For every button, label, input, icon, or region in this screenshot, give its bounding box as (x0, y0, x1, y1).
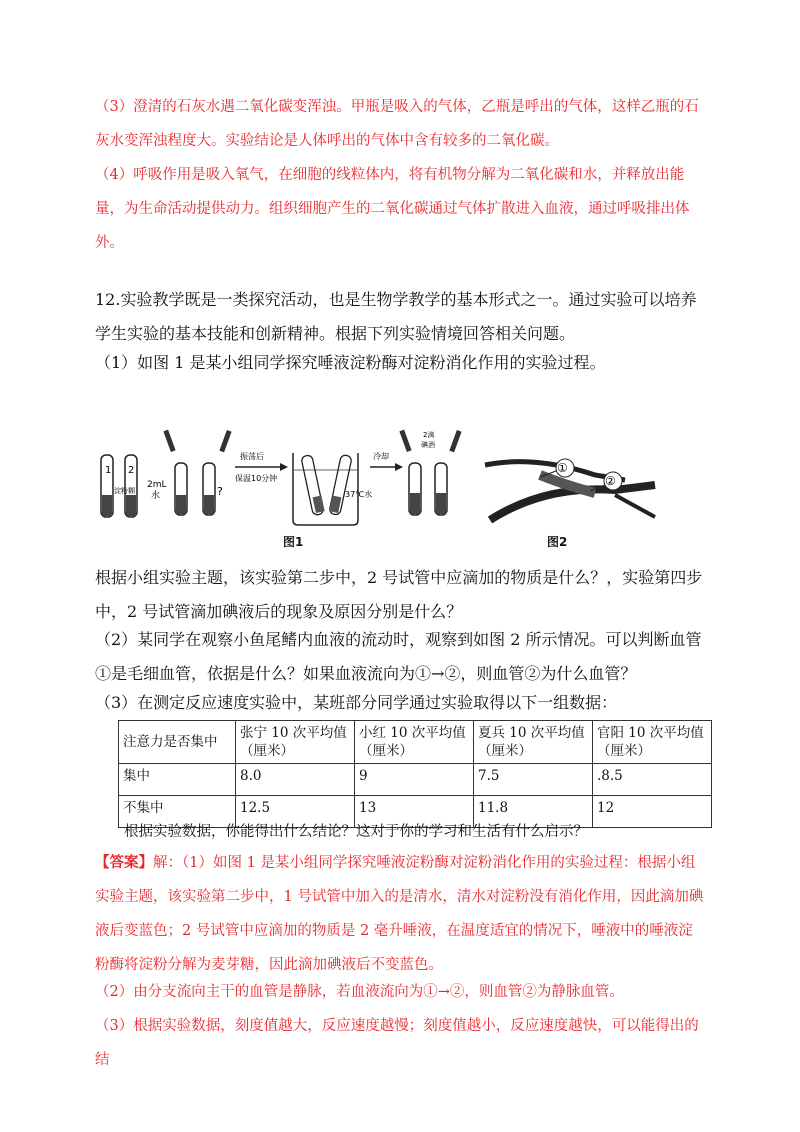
question-part2 (95, 623, 705, 691)
table-cell: 不集中 (119, 796, 236, 828)
tube-2-label: 2 (128, 465, 135, 476)
table-header-cell: 注意力是否集中 (119, 721, 236, 764)
arrow-cool (370, 463, 403, 471)
question-part1 (95, 346, 705, 380)
dropper-1 (163, 430, 187, 515)
table-header-cell: 官阳 10 次平均值（厘米） (593, 721, 712, 764)
experiment-figure (95, 425, 705, 535)
fig2-caption: 图2 (547, 535, 568, 549)
question-part3-text: （3）在测定反应速度实验中，某班部分同学通过实验取得以下一组数据： (95, 693, 618, 712)
table-cell: 12.5 (236, 796, 355, 828)
after-table-text: 根据实验数据，你能得出什么结论？这对于你的学习和生活有什么启示？ (124, 824, 588, 840)
table-cell: 12 (593, 796, 712, 828)
incubate-label: 保温10分钟 (235, 474, 278, 483)
table-cell: 13 (355, 796, 474, 828)
reaction-table (118, 720, 712, 828)
fig1-caption: 图1 (283, 535, 304, 549)
ml-label: 2mL (147, 480, 167, 490)
table-cell: 8.0 (236, 764, 355, 796)
table-header-cell: 张宁 10 次平均值（厘米） (236, 721, 355, 764)
answer-p1 (95, 846, 705, 982)
vessel-1-label: ① (557, 461, 568, 475)
shake-label: 振荡后 (240, 452, 264, 461)
after-table (124, 822, 588, 842)
prev-answer-4 (95, 158, 705, 260)
answer-section (95, 846, 705, 982)
table-cell: 集中 (119, 764, 236, 796)
question-intro (95, 283, 705, 351)
table-header-row (119, 721, 712, 764)
vessel-2-label: ② (605, 474, 616, 488)
table-header-cell: 小红 10 次平均值（厘米） (355, 721, 474, 764)
question-part1-q (95, 561, 705, 629)
bath-label: 37℃水 (345, 490, 373, 499)
answer-p3-text: （3）根据实验数据，刻度值越大，反应速度越慢；刻度值越小，反应速度越快，可以能得出的结 (95, 1018, 699, 1068)
figure-area (95, 425, 705, 545)
question-mark: ? (217, 485, 223, 498)
question-part3 (95, 686, 705, 720)
arrow-shake (235, 463, 288, 471)
table-cell: 7.5 (474, 764, 593, 796)
tube-1-label: 1 (105, 465, 112, 476)
cool-label: 冷却 (373, 452, 389, 461)
dropper-2 (203, 430, 232, 515)
table-cell: 11.8 (474, 796, 593, 828)
question-part1-q-text: 根据小组实验主题，该实验第二步中，2 号试管中应滴加的物质是什么？，实验第四步中，2 号试管滴加碘液后的现象及原因分别是什么？ (95, 568, 703, 621)
water-label: 水 (151, 491, 161, 501)
question-part2-text: （2）某同学在观察小鱼尾鳍内血液的流动时，观察到如图 2 所示情况。可以判断血管①是毛细血管，依据是什么？如果血液流向为①→②，则血管②为什么血管？ (95, 630, 702, 683)
reaction-table-wrap (118, 720, 712, 828)
table-cell: 9 (355, 764, 474, 796)
iodine-tube-2 (435, 430, 462, 515)
iodine-label: 碘酒 (421, 441, 435, 449)
iodine-tube-1 (399, 430, 421, 515)
answer-part3 (95, 1009, 705, 1077)
table-row (119, 764, 712, 796)
table-cell: .8.5 (593, 764, 712, 796)
answer-tag: 【答案】 (95, 854, 153, 871)
answer-p1-text: 解：（1）如图 1 是某小组同学探究唾液淀粉酶对淀粉消化作用的实验过程：根据小组实验主题，该实验第二步中，1 号试管中加入的是清水，清水对淀粉没有消化作用，因此滴加碘液后变蓝色；2 号试管中应滴加的物质是 2 毫升唾液，在温度适宜的情况下，唾液中的唾液淀粉酶将淀粉分解为麦芽糖，因此滴加碘液后不变蓝色。 (95, 855, 704, 973)
prev-answer-3-text: （3）澄清的石灰水遇二氧化碳变浑浊。甲瓶是吸入的气体，乙瓶是呼出的气体，这样乙瓶的石灰水变浑浊程度大。实验结论是人体呼出的气体中含有较多的二氧化碳。 (95, 99, 699, 149)
water-bath-beaker (293, 453, 358, 525)
table-header-cell: 夏兵 10 次平均值（厘米） (474, 721, 593, 764)
answer-part2 (95, 975, 705, 1009)
starch-label: 淀粉糊 (114, 487, 135, 495)
question-intro-text: 12.实验教学既是一类探究活动，也是生物学教学的基本形式之一。通过实验可以培养学生实验的基本技能和创新精神。根据下列实验情境回答相关问题。 (95, 290, 697, 343)
prev-answer-4-text: （4）呼吸作用是吸入氧气，在细胞的线粒体内，将有机物分解为二氧化碳和水，并释放出能量，为生命活动提供动力。组织细胞产生的二氧化碳通过气体扩散进入血液，通过呼吸排出体外。 (95, 167, 690, 251)
answer-p2-text: （2）由分支流向主干的血管是静脉，若血液流向为①→②，则血管②为静脉血管。 (95, 984, 624, 1000)
prev-answer-3 (95, 90, 705, 158)
question-part1-text: （1）如图 1 是某小组同学探究唾液淀粉酶对淀粉消化作用的实验过程。 (95, 353, 606, 372)
iodine-drops-label: 2滴 (423, 431, 435, 439)
